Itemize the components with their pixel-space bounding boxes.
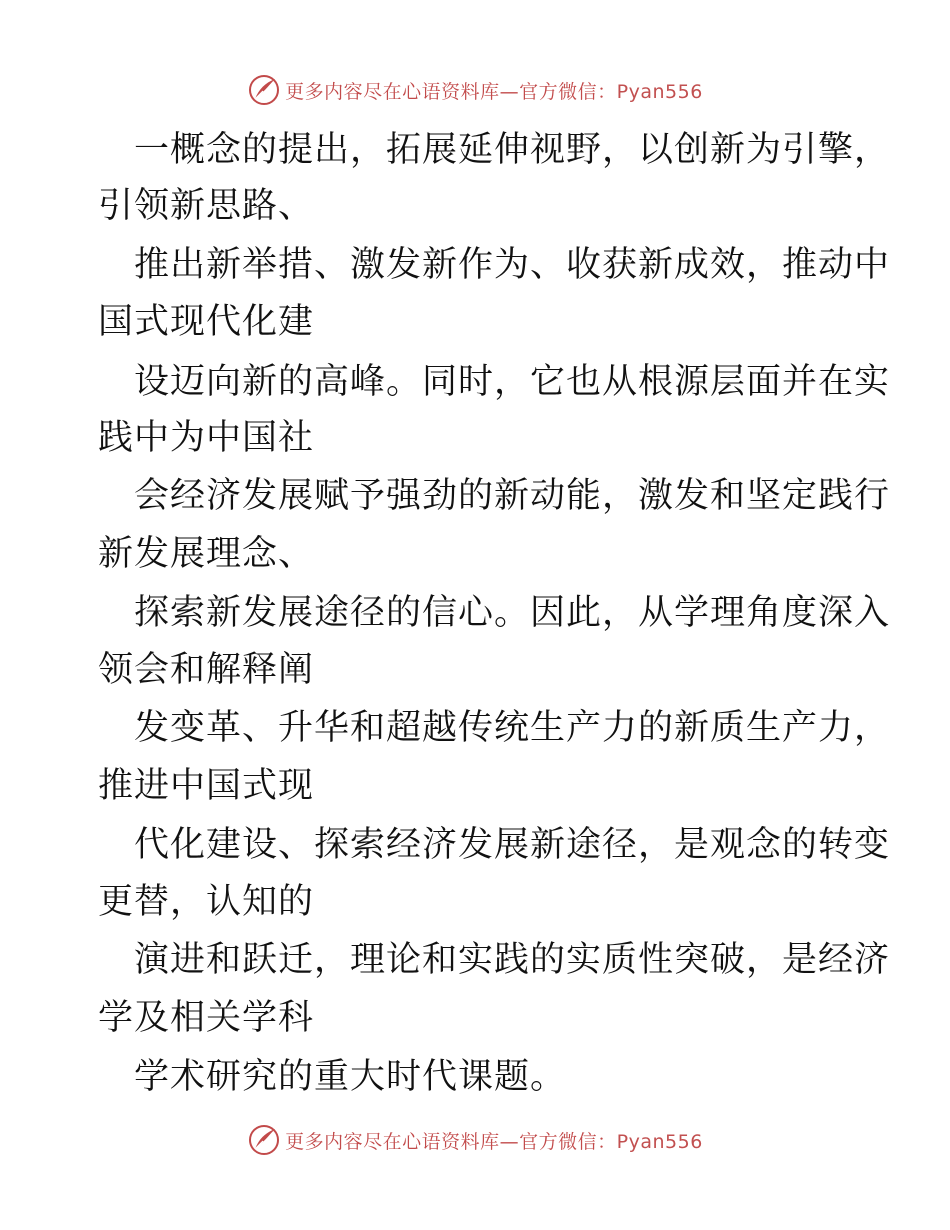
paragraph-line: 一概念的提出，拓展延伸视野，以创新为引擎， [134, 130, 891, 170]
header-wechat-id: Pyan556 [616, 80, 703, 103]
feather-pen-logo-icon [247, 73, 281, 107]
feather-pen-logo-icon [247, 1123, 281, 1157]
paragraph-line: 推进中国式现 [98, 766, 315, 806]
paragraph-line: 代化建设、探索经济发展新途径，是观念的转变 [134, 825, 891, 865]
paragraph-line: 领会和解释阐 [98, 650, 315, 690]
header-banner-text: 更多内容尽在心语资料库—官方微信： [285, 80, 617, 103]
paragraph-line: 会经济发展赋予强劲的新动能，激发和坚定践行 [134, 476, 891, 516]
footer-wechat-id: Pyan556 [616, 1130, 703, 1153]
paragraph-line: 设迈向新的高峰。同时，它也从根源层面并在实 [134, 362, 891, 402]
paragraph-line: 引领新思路、 [98, 186, 315, 226]
footer-banner-text: 更多内容尽在心语资料库—官方微信： [285, 1130, 617, 1153]
paragraph-line: 推出新举措、激发新作为、收获新成效，推动中 [134, 245, 891, 285]
paragraph-line: 演进和跃迁，理论和实践的实质性突破，是经济 [134, 940, 891, 980]
paragraph-line: 学及相关学科 [98, 998, 315, 1038]
footer-banner [0, 1120, 950, 1160]
paragraph-line: 探索新发展途径的信心。因此，从学理角度深入 [134, 593, 891, 633]
paragraph-line: 学术研究的重大时代课题。 [134, 1057, 567, 1097]
paragraph-line: 践中为中国社 [98, 418, 315, 458]
paragraph-line: 发变革、升华和超越传统生产力的新质生产力， [134, 708, 891, 748]
paragraph-line: 新发展理念、 [98, 534, 315, 574]
paragraph-line: 更替，认知的 [98, 882, 315, 922]
paragraph-line: 国式现代化建 [98, 302, 315, 342]
header-banner [0, 70, 950, 110]
